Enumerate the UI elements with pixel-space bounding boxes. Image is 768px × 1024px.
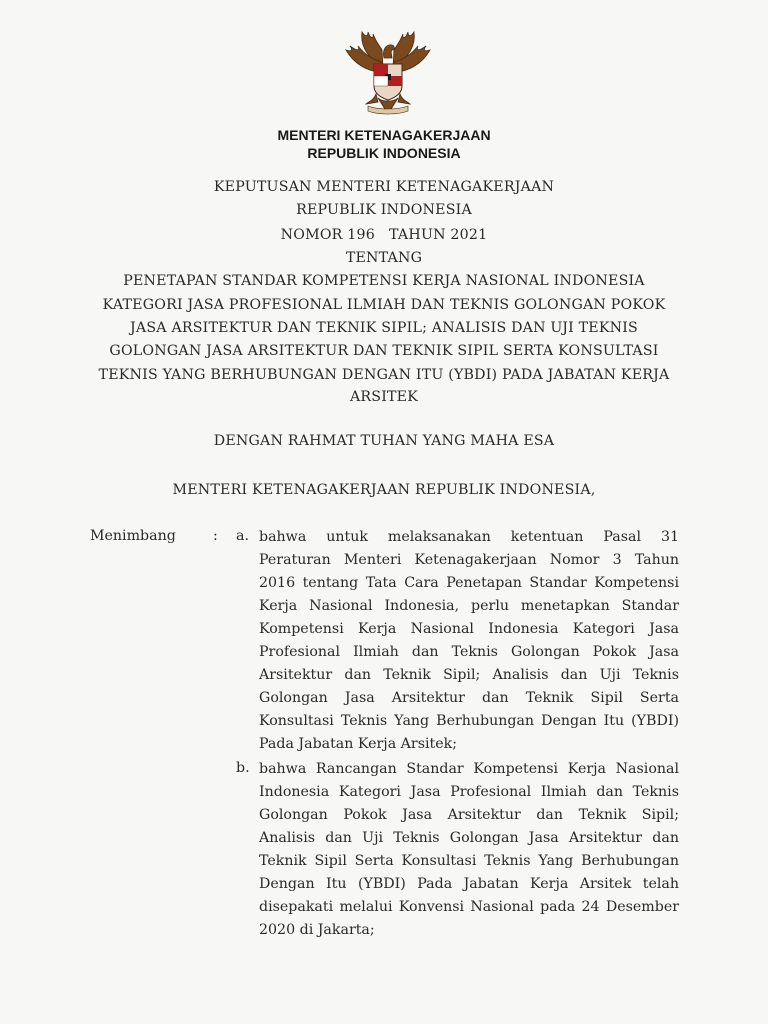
- decree-subject-line: JASA ARSITEKTUR DAN TEKNIK SIPIL; ANALISIS DAN UJI TEKNIS: [130, 320, 638, 336]
- item-b-line: 2020 di Jakarta;: [259, 922, 375, 938]
- ministry-name: MENTERI KETENAGAKERJAAN: [277, 127, 491, 143]
- item-a-line: Profesional Ilmiah dan Teknis Golongan Pokok Jasa: [259, 644, 679, 660]
- decree-title-line: REPUBLIK INDONESIA: [296, 202, 472, 218]
- item-a-line: Golongan Jasa Arsitektur dan Teknik Sipil Serta: [259, 690, 679, 706]
- invocation: DENGAN RAHMAT TUHAN YANG MAHA ESA: [213, 433, 555, 449]
- item-b-line: Analisis dan Uji Teknis Golongan Jasa Arsitektur dan: [259, 830, 679, 846]
- item-a-line: Kerja Nasional Indonesia, perlu menetapkan Standar: [259, 598, 679, 614]
- decree-title-line: KEPUTUSAN MENTERI KETENAGAKERJAAN: [213, 179, 555, 195]
- item-a-line: Konsultasi Teknis Yang Berhubungan Dengan Itu (YBDI): [259, 713, 679, 729]
- issuer: MENTERI KETENAGAKERJAAN REPUBLIK INDONESIA,: [172, 482, 596, 498]
- decree-number: NOMOR 196 TAHUN 2021: [280, 227, 488, 243]
- garuda-emblem: [338, 28, 438, 122]
- item-letter-b: b.: [236, 760, 250, 776]
- decree-subject-line: TEKNIS YANG BERHUBUNGAN DENGAN ITU (YBDI) PADA JABATAN KERJA: [98, 367, 670, 383]
- item-b-line: Indonesia Kategori Jasa Profesional Ilmiah dan Teknis: [259, 784, 679, 800]
- item-a-line: Peraturan Menteri Ketenagakerjaan Nomor 3 Tahun: [259, 552, 679, 568]
- item-letter-a: a.: [236, 528, 249, 544]
- item-a-line: bahwa untuk melaksanakan ketentuan Pasal 31: [259, 529, 679, 545]
- decree-subject-line: KATEGORI JASA PROFESIONAL ILMIAH DAN TEKNIS GOLONGAN POKOK: [102, 297, 666, 313]
- item-a-line: Kompetensi Kerja Nasional Indonesia Kategori Jasa: [259, 621, 679, 637]
- decree-about: TENTANG: [345, 250, 423, 266]
- decree-subject-line: ARSITEK: [349, 389, 419, 405]
- item-b-line: Teknik Sipil Serta Konsultasi Teknis Yang Berhubungan: [259, 853, 679, 869]
- item-b-line: Golongan Pokok Jasa Arsitektur dan Teknik Sipil;: [259, 807, 679, 823]
- decree-subject-line: GOLONGAN JASA ARSITEKTUR DAN TEKNIK SIPIL SERTA KONSULTASI: [109, 343, 659, 359]
- item-b-line: Dengan Itu (YBDI) Pada Jabatan Kerja Arsitek telah: [259, 876, 679, 892]
- item-a-line: Pada Jabatan Kerja Arsitek;: [259, 736, 457, 752]
- item-a-line: Arsitektur dan Teknik Sipil; Analisis dan Uji Teknis: [259, 667, 679, 683]
- item-a-line: 2016 tentang Tata Cara Penetapan Standar Kompetensi: [259, 575, 679, 591]
- considering-colon: :: [213, 528, 218, 544]
- item-b-line: bahwa Rancangan Standar Kompetensi Kerja Nasional: [259, 761, 679, 777]
- considering-label: Menimbang: [90, 528, 176, 544]
- item-b-line: disepakati melalui Konvensi Nasional pada 24 Desember: [259, 899, 679, 915]
- ministry-country: REPUBLIK INDONESIA: [307, 145, 461, 161]
- decree-subject-line: PENETAPAN STANDAR KOMPETENSI KERJA NASIONAL INDONESIA: [123, 273, 645, 289]
